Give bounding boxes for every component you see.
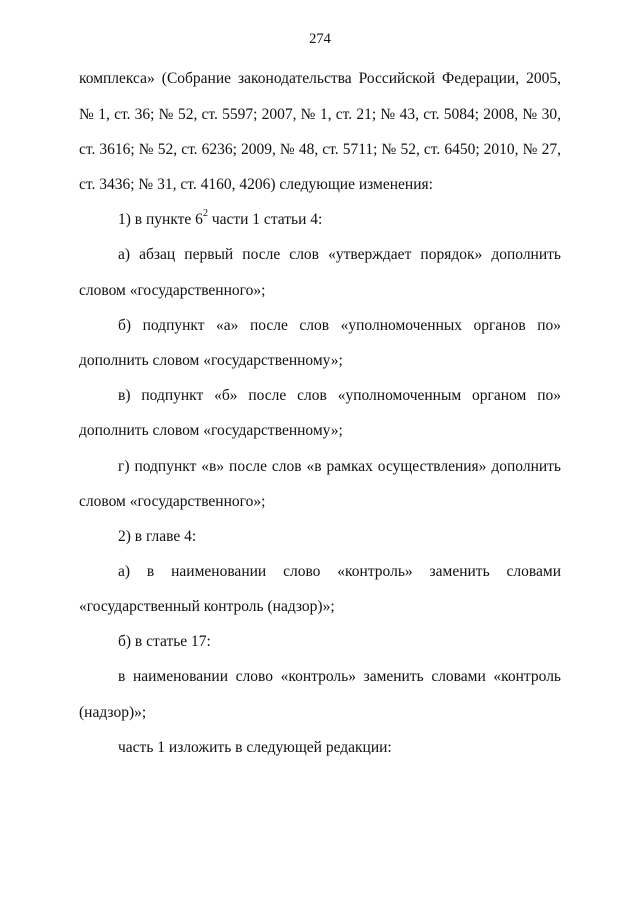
text-line-20: часть 1 изложить в следующей редакции: — [118, 739, 392, 756]
text-line-6: а) абзац первый после слов «утверждает порядок» дополнить — [118, 246, 561, 263]
text-line-9: дополнить словом «государственному»; — [79, 352, 343, 369]
text-line-5-end: части 1 статьи 4: — [207, 211, 323, 228]
text-line-10: в) подпункт «б» после слов «уполномоченным органом по» — [118, 387, 561, 404]
text-line-19: (надзор)»; — [79, 704, 147, 721]
text-line-12: г) подпункт «в» после слов «в рамках осуществления» дополнить — [118, 458, 561, 475]
text-line-4: ст. 3436; № 31, ст. 4160, 4206) следующие изменения: — [79, 176, 433, 193]
text-line-3: ст. 3616; № 52, ст. 6236; 2009, № 48, ст. 5711; № 52, ст. 6450; 2010, № 27, — [79, 141, 561, 158]
text-line-7: словом «государственного»; — [79, 282, 266, 299]
superscript-2: 2 — [202, 207, 208, 219]
text-line-5 — [118, 207, 561, 230]
text-line-2: № 1, ст. 36; № 52, ст. 5597; 2007, № 1, ст. 21; № 43, ст. 5084; 2008, № 30, — [79, 106, 561, 123]
text-line-11: дополнить словом «государственному»; — [79, 422, 343, 439]
text-line-13: словом «государственного»; — [79, 493, 266, 510]
text-line-14: 2) в главе 4: — [118, 528, 197, 545]
text-line-18: в наименовании слово «контроль» заменить словами «контроль — [118, 668, 561, 685]
text-line-8: б) подпункт «а» после слов «уполномоченных органов по» — [118, 317, 561, 334]
text-line-17: б) в статье 17: — [118, 633, 211, 650]
text-line-16: «государственный контроль (надзор)»; — [79, 598, 335, 615]
text-line-15: а) в наименовании слово «контроль» заменить словами — [118, 563, 561, 580]
text-line-1: комплекса» (Собрание законодательства Российской Федерации, 2005, — [79, 70, 561, 87]
text-line-5-start: 1) в пункте 6 — [118, 211, 203, 228]
page-number: 274 — [309, 31, 331, 47]
